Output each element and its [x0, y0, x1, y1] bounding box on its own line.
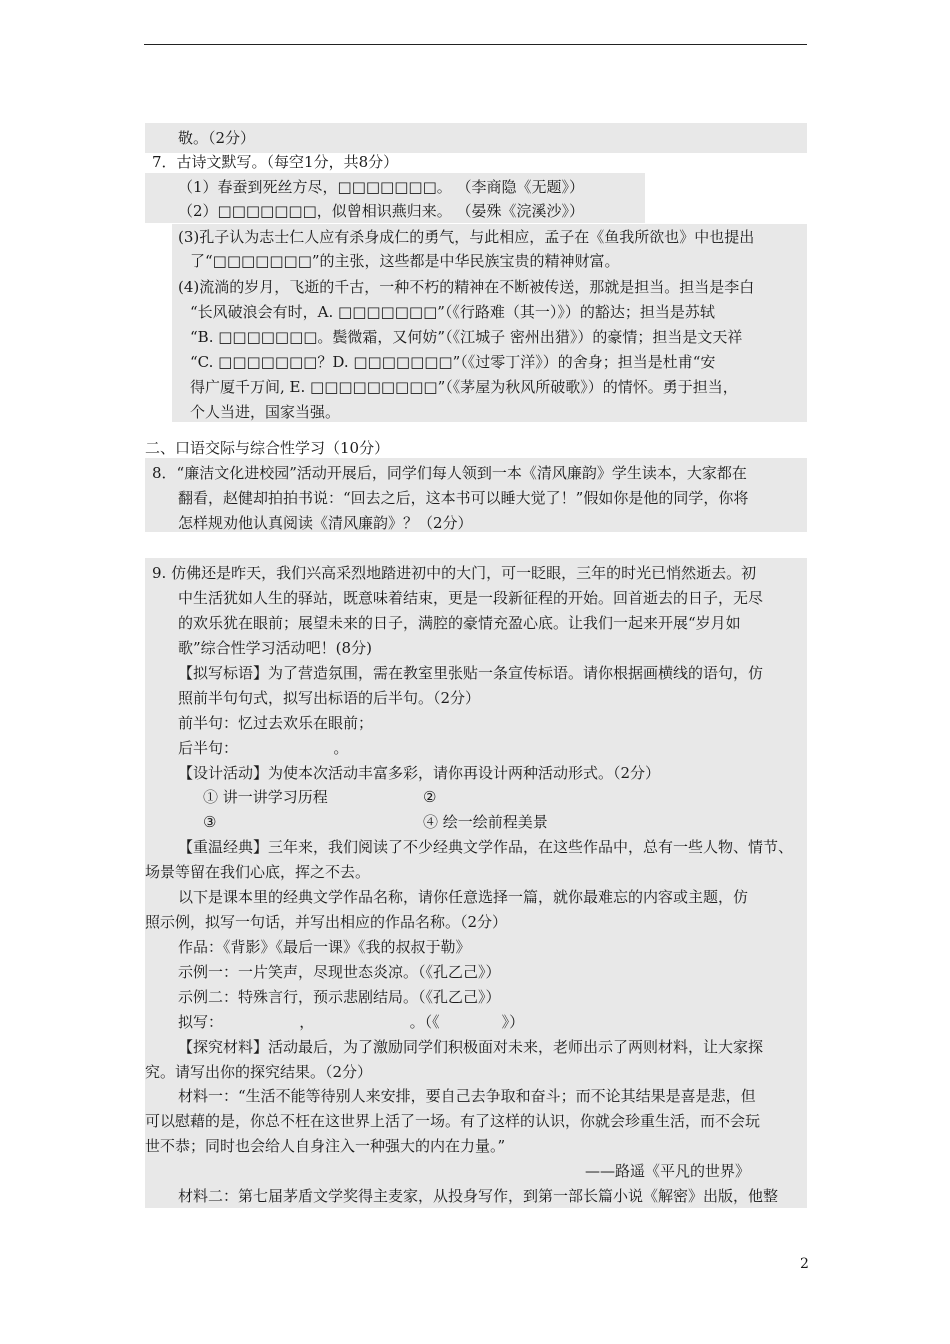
- text-line: 作品：《背影》《最后一课》《我的叔叔于勒》: [178, 938, 471, 956]
- text-line: “长风破浪会有时，A. □□□□□□□”（《行路难（其一）》）的豁达；担当是苏轼: [190, 303, 715, 321]
- text-line: 翻看，赵健却拍拍书说：“回去之后，这本书可以睡大觉了！”假如你是他的同学，你将: [178, 489, 749, 507]
- text-line: 歌”综合性学习活动吧！(8分): [178, 639, 372, 657]
- activity-item-4: ④ 绘一绘前程美景: [423, 813, 548, 831]
- header-rule: [144, 44, 807, 45]
- text-line: 中生活犹如人生的驿站，既意味着结束，更是一段新征程的开始。回首逝去的日子，无尽: [178, 589, 764, 607]
- activity-item-2: ②: [423, 788, 437, 806]
- text-line: 【拟写标语】为了营造氛围，需在教室里张贴一条宣传标语。请你根据画横线的语句，仿: [178, 664, 764, 682]
- text-line: 个人当进，国家当强。: [190, 403, 341, 421]
- question-7-title: 7．古诗文默写。（每空1分，共8分）: [152, 153, 399, 171]
- text-line: 材料一：“生活不能等待别人来安排，要自己去争取和奋斗；而不论其结果是喜是悲，但: [178, 1087, 756, 1105]
- text-line: (3)孔子认为志士仁人应有杀身成仁的勇气，与此相应，孟子在《鱼我所欲也》中也提出: [178, 228, 755, 246]
- attribution: ——路遥《平凡的世界》: [585, 1162, 751, 1180]
- text-line: 材料二：第七届茅盾文学奖得主麦家，从投身写作，到第一部长篇小说《解密》出版，他整: [178, 1187, 779, 1205]
- text-line: 拟写： ， 。（《 》）: [178, 1013, 525, 1031]
- text-line: 怎样规劝他认真阅读《清风廉韵》？（2分）: [178, 514, 473, 532]
- question-9-text: 9. 仿佛还是昨天，我们兴高采烈地踏进初中的大门，可一眨眼，三年的时光已悄然逝去。初: [152, 564, 757, 582]
- text-line: 可以慰藉的是，你总不枉在这世界上活了一场。有了这样的认识，你就会珍重生活，而不会玩: [145, 1112, 761, 1130]
- activity-item-1: ① 讲一讲学习历程: [203, 788, 328, 806]
- text-line: 前半句：忆过去欢乐在眼前；: [178, 714, 374, 732]
- text-line: 示例二：特殊言行，预示悲剧结局。（《孔乙己》）: [178, 988, 501, 1006]
- text-line: “C. □□□□□□□？D. □□□□□□□”（《过零丁洋》）的舍身；担当是杜甫“安: [190, 353, 716, 371]
- text-line: 【探究材料】活动最后，为了激励同学们积极面对未来，老师出示了两则材料，让大家探: [178, 1038, 764, 1056]
- text-line: 场景等留在我们心底，挥之不去。: [145, 863, 371, 881]
- text-line: (4)流淌的岁月，飞逝的千古，一种不朽的精神在不断被传送，那就是担当。担当是李白: [178, 278, 755, 296]
- text-line: 示例一：一片笑声，尽现世态炎凉。（《孔乙己》）: [178, 963, 501, 981]
- text-line: 了“□□□□□□□”的主张，这些都是中华民族宝贵的精神财富。: [190, 252, 620, 270]
- text-line: 究。请写出你的探究结果。（2分）: [145, 1063, 373, 1081]
- text-line: 照示例，拟写一句话，并写出相应的作品名称。（2分）: [145, 913, 508, 931]
- text-line: 得广厦千万间, E. □□□□□□□□□”（《茅屋为秋风所破歌》）的情怀。勇于担当，: [190, 378, 738, 396]
- question-8-text: 8．“廉洁文化进校园”活动开展后，同学们每人领到一本《清风廉韵》学生读本，大家都在: [152, 464, 747, 482]
- text-line: 后半句： 。: [178, 739, 349, 757]
- text-line: 的欢乐犹在眼前；展望未来的日子，满腔的豪情充盈心底。让我们一起来开展“岁月如: [178, 614, 741, 632]
- text-line: 【设计活动】为使本次活动丰富多彩，请你再设计两种活动形式。（2分）: [178, 764, 661, 782]
- text-line: （1）春蚕到死丝方尽，□□□□□□□。 （李商隐《无题》）: [178, 178, 585, 196]
- text-line: 敬。（2分）: [178, 129, 256, 147]
- text-line: 【重温经典】三年来，我们阅读了不少经典文学作品，在这些作品中，总有一些人物、情节、: [178, 838, 794, 856]
- text-line: （2）□□□□□□□，似曾相识燕归来。 （晏殊《浣溪沙》）: [178, 202, 585, 220]
- page-number: 2: [800, 1256, 809, 1272]
- text-line: 世不恭；同时也会给人自身注入一种强大的内在力量。”: [145, 1137, 506, 1155]
- text-line: “B. □□□□□□□。鬓微霜，又何妨”（《江城子 密州出猎》）的豪情；担当是文天祥: [190, 328, 743, 346]
- section-2-title: 二、口语交际与综合性学习（10分）: [145, 439, 390, 457]
- text-line: 以下是课本里的经典文学作品名称，请你任意选择一篇，就你最难忘的内容或主题，仿: [178, 888, 749, 906]
- text-line: 照前半句句式，拟写出标语的后半句。（2分）: [178, 689, 481, 707]
- activity-item-3: ③: [203, 813, 217, 831]
